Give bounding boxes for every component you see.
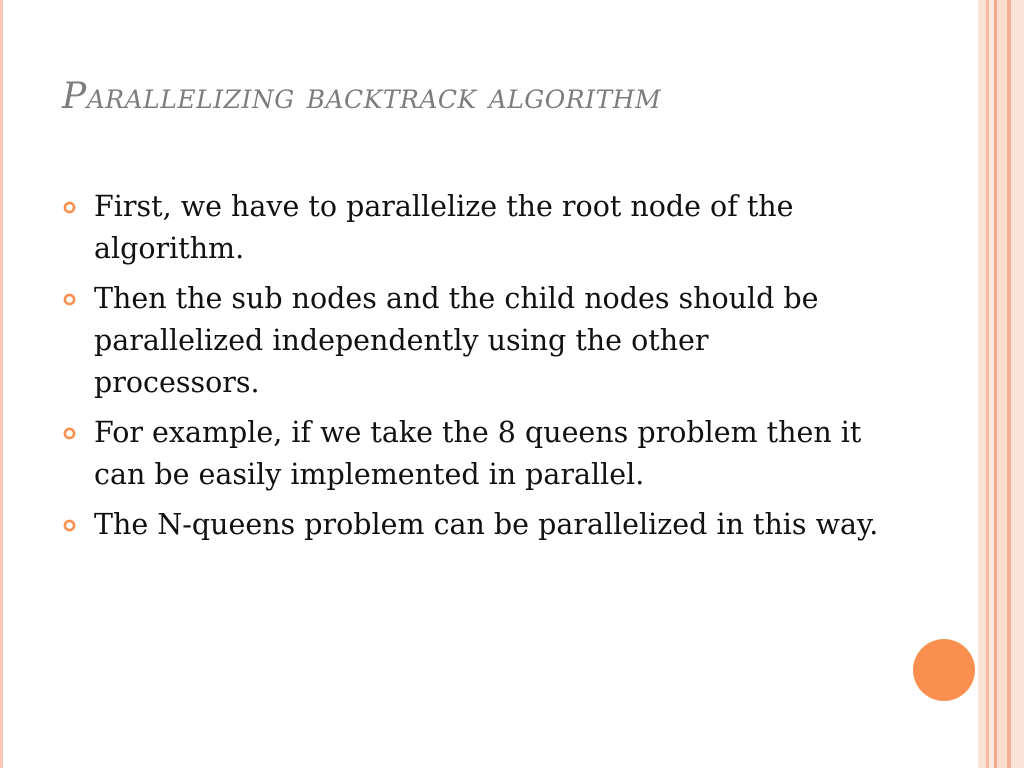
left-border-line: [0, 0, 3, 768]
orange-ring-bullet-icon: [63, 201, 76, 214]
orange-ring-bullet-icon: [63, 427, 76, 440]
decorative-stripe: [997, 0, 1007, 768]
decorative-stripe: [1011, 0, 1024, 768]
bullet-item: [62, 412, 882, 496]
bullet-text: First, we have to parallelize the root node of the algorithm.: [94, 190, 794, 265]
decorative-orange-circle: [913, 639, 975, 701]
orange-ring-bullet-icon: [63, 293, 76, 306]
bullet-item: [62, 504, 882, 546]
bullet-item: [62, 186, 882, 270]
slide-title: Parallelizing backtrack algorithm: [62, 76, 662, 117]
decorative-stripe: [978, 0, 986, 768]
orange-ring-bullet-icon: [63, 519, 76, 532]
bullet-text: For example, if we take the 8 queens problem then it can be easily implemented in parallel.: [94, 416, 862, 491]
bullet-list: [62, 186, 882, 554]
bullet-text: The N-queens problem can be parallelized in this way.: [94, 508, 879, 541]
bullet-text: Then the sub nodes and the child nodes should be parallelized independently using the other processors.: [94, 282, 819, 399]
bullet-item: [62, 278, 882, 404]
